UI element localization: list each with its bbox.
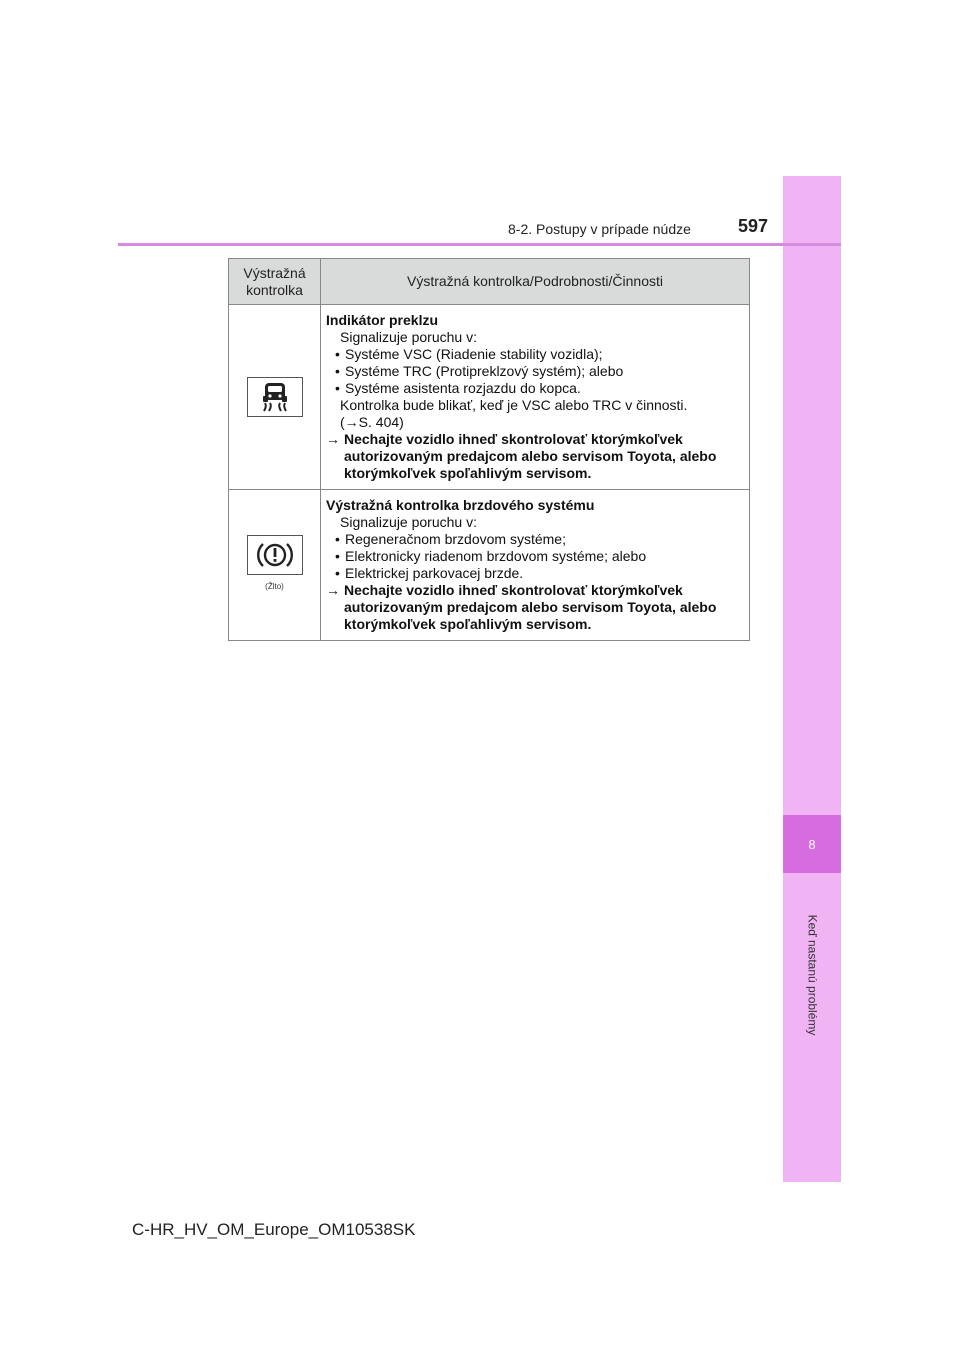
- column-header-details: Výstražná kontrolka/Podrobnosti/Činnosti: [321, 259, 750, 305]
- page-number: 597: [738, 216, 769, 236]
- table-row: [229, 490, 750, 641]
- table-row: [229, 305, 750, 490]
- icon-cell: [229, 305, 321, 490]
- brake-warning-icon: [247, 535, 303, 575]
- list-item: • Regeneračnom brzdovom systéme;: [326, 531, 745, 548]
- light-intro: Signalizuje poruchu v:: [340, 514, 477, 530]
- detail-cell: [321, 490, 750, 641]
- detail-cell: [321, 305, 750, 490]
- column-header-light: Výstražná kontrolka: [229, 259, 321, 305]
- page-reference: (→S. 404): [340, 414, 404, 430]
- document-id: C-HR_HV_OM_Europe_OM10538SK: [132, 1220, 416, 1239]
- reference-text: S. 404): [358, 414, 404, 430]
- chapter-number: 8: [783, 815, 841, 873]
- action-instruction: [326, 582, 745, 633]
- warning-lights-table: [228, 258, 750, 641]
- chapter-title: Keď nastanú problémy: [805, 914, 819, 1036]
- list-item: • Systéme VSC (Riadenie stability vozidla);: [326, 346, 745, 363]
- arrow-right-icon: →: [326, 582, 340, 598]
- light-title: Výstražná kontrolka brzdového systému: [326, 497, 595, 513]
- list-item: • Systéme TRC (Protipreklzový systém); alebo: [326, 363, 745, 380]
- light-title: Indikátor preklzu: [326, 312, 439, 328]
- arrow-right-icon: →: [326, 431, 340, 447]
- list-item: • Elektronicky riadenom brzdovom systéme; alebo: [326, 548, 745, 565]
- icon-cell: [229, 490, 321, 641]
- slip-indicator-icon: [247, 377, 303, 417]
- list-item: • Elektrickej parkovacej brzde.: [326, 565, 745, 582]
- light-note: Kontrolka bude blikať, keď je VSC alebo TRC v činnosti.: [340, 397, 688, 413]
- header-rule: [118, 243, 841, 246]
- list-item: • Systéme asistenta rozjazdu do kopca.: [326, 380, 745, 397]
- light-intro: Signalizuje poruchu v:: [340, 329, 477, 345]
- action-instruction: [326, 431, 745, 482]
- arrow-right-icon: →: [344, 414, 359, 430]
- action-text: Nechajte vozidlo ihneď skontrolovať ktorýmkoľvek autorizovaným predajcom alebo servisom Toyota, alebo ktorýmkoľvek spoľahlivým servisom.: [344, 431, 717, 481]
- chapter-title-container: [783, 880, 841, 1070]
- action-text: Nechajte vozidlo ihneď skontrolovať ktorýmkoľvek autorizovaným predajcom alebo servisom Toyota, alebo ktorýmkoľvek spoľahlivým servisom.: [344, 582, 717, 632]
- section-title: 8-2. Postupy v prípade núdze: [508, 221, 691, 237]
- icon-caption: (Žlto): [265, 582, 284, 591]
- table-header-row: [229, 259, 750, 305]
